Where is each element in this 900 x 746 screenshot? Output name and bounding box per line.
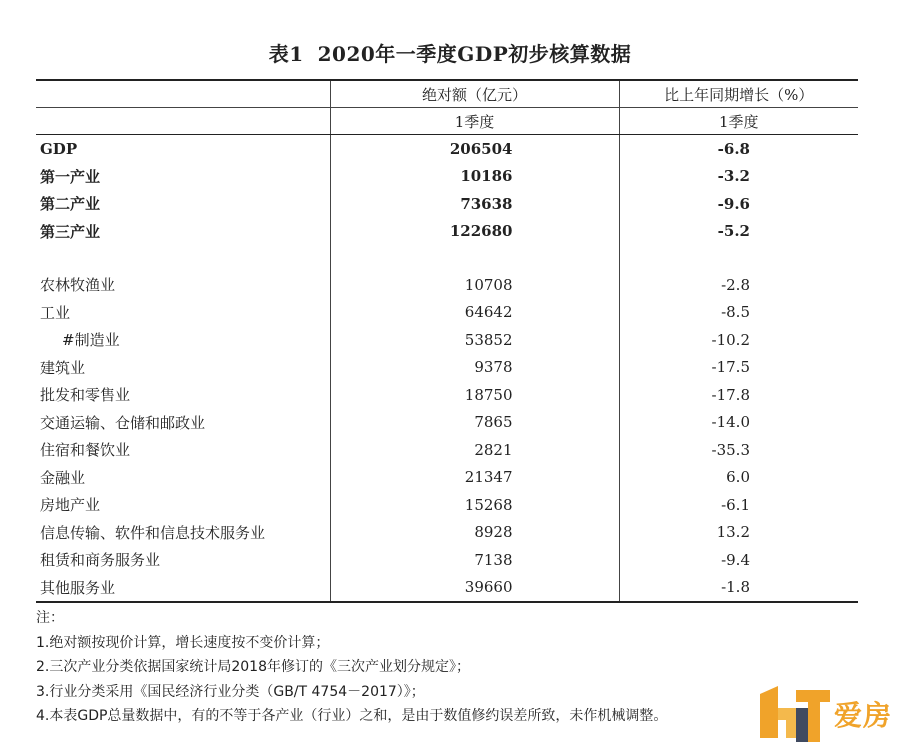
- row-value: 21347: [330, 464, 619, 492]
- row-value: 9378: [330, 354, 619, 382]
- header-absolute: 绝对额（亿元）: [330, 80, 619, 108]
- spacer-row: [36, 245, 858, 271]
- table-row: [36, 271, 858, 299]
- row-value: 122680: [330, 218, 619, 246]
- row-name: 第一产业: [36, 163, 330, 191]
- row-value: 8928: [330, 519, 619, 547]
- row-name: 金融业: [36, 464, 330, 492]
- row-growth: -10.2: [711, 330, 750, 349]
- row-name: 工业: [36, 299, 330, 327]
- row-value: 7138: [330, 546, 619, 574]
- table-row: [36, 190, 858, 218]
- row-growth: -9.4: [721, 550, 750, 569]
- row-growth: -14.0: [711, 413, 750, 432]
- house-logo-icon: [756, 686, 832, 746]
- header-growth: 比上年同期增长（%）: [619, 80, 858, 108]
- header-period-row: [36, 108, 858, 135]
- table-row: [36, 546, 858, 574]
- row-growth: 6.0: [726, 468, 750, 487]
- table-row: [36, 354, 858, 382]
- header-blank-cell: [36, 108, 330, 135]
- row-growth: 13.2: [716, 523, 750, 542]
- table-row: [36, 519, 858, 547]
- spacer-cell: [330, 245, 619, 271]
- note-item: 1.绝对额按现价计算，增长速度按不变价计算；: [36, 634, 330, 651]
- row-growth: -17.8: [711, 385, 750, 404]
- table-row: [36, 491, 858, 519]
- note-item: 2.三次产业分类依据国家统计局2018年修订的《三次产业划分规定》；: [36, 659, 470, 675]
- page-title: [0, 38, 900, 67]
- row-name: 第三产业: [36, 218, 330, 246]
- row-growth: -9.6: [717, 194, 750, 213]
- table-row: [36, 163, 858, 191]
- table-row: [36, 381, 858, 409]
- spacer-cell: [36, 245, 330, 271]
- table-row: [36, 135, 858, 163]
- row-name: 建筑业: [36, 354, 330, 382]
- row-growth: -5.2: [717, 222, 750, 241]
- table-row: [36, 326, 858, 354]
- row-value: 7865: [330, 409, 619, 437]
- table-row: [36, 574, 858, 603]
- row-name: 第二产业: [36, 190, 330, 218]
- row-name: 租赁和商务服务业: [36, 546, 330, 574]
- table-title-text: 2020年一季度GDP初步核算数据: [317, 42, 632, 66]
- row-value: 2821: [330, 436, 619, 464]
- table-row: [36, 218, 858, 246]
- row-name: 批发和零售业: [36, 381, 330, 409]
- row-value: 15268: [330, 491, 619, 519]
- header-blank-cell: [36, 80, 330, 108]
- table-row: [36, 436, 858, 464]
- row-name: GDP: [36, 135, 330, 163]
- table-row: [36, 299, 858, 327]
- row-value: 18750: [330, 381, 619, 409]
- row-growth: -35.3: [711, 440, 750, 459]
- table-label: 表1: [268, 42, 304, 66]
- row-name: 信息传输、软件和信息技术服务业: [36, 519, 330, 547]
- note-item: 4.本表GDP总量数据中，有的不等于各产业（行业）之和，是由于数值修约误差所致，未作机械调整。: [36, 708, 668, 724]
- row-name: 其他服务业: [36, 574, 330, 603]
- gdp-table: [36, 79, 858, 603]
- row-value: 206504: [330, 135, 619, 163]
- header-growth-period: 1季度: [619, 108, 858, 135]
- table-row: [36, 409, 858, 437]
- row-value: 10708: [330, 271, 619, 299]
- notes-heading: 注：: [36, 610, 64, 626]
- row-value: 39660: [330, 574, 619, 603]
- row-growth: -2.8: [721, 275, 750, 294]
- row-growth: -6.1: [721, 495, 750, 514]
- row-growth: -1.8: [619, 574, 858, 603]
- row-value: 53852: [330, 326, 619, 354]
- row-growth: -17.5: [711, 358, 750, 377]
- row-name: 交通运输、仓储和邮政业: [36, 409, 330, 437]
- row-name: 住宿和餐饮业: [36, 436, 330, 464]
- row-growth: -6.8: [717, 139, 750, 158]
- row-growth: -3.2: [717, 167, 750, 186]
- row-name: 房地产业: [36, 491, 330, 519]
- watermark-text: 爱房: [834, 699, 893, 732]
- row-value: 64642: [330, 299, 619, 327]
- row-name: #制造业: [36, 326, 330, 354]
- table-row: [36, 464, 858, 492]
- header-absolute-period: 1季度: [330, 108, 619, 135]
- row-growth: -8.5: [721, 303, 750, 322]
- table-notes: [36, 606, 856, 729]
- row-value: 10186: [330, 163, 619, 191]
- header-row: [36, 80, 858, 108]
- spacer-cell: [619, 245, 858, 271]
- row-name: 农林牧渔业: [36, 271, 330, 299]
- watermark-logo: [756, 686, 900, 746]
- note-item: 3.行业分类采用《国民经济行业分类（GB/T 4754－2017）》；: [36, 683, 425, 700]
- row-value: 73638: [330, 190, 619, 218]
